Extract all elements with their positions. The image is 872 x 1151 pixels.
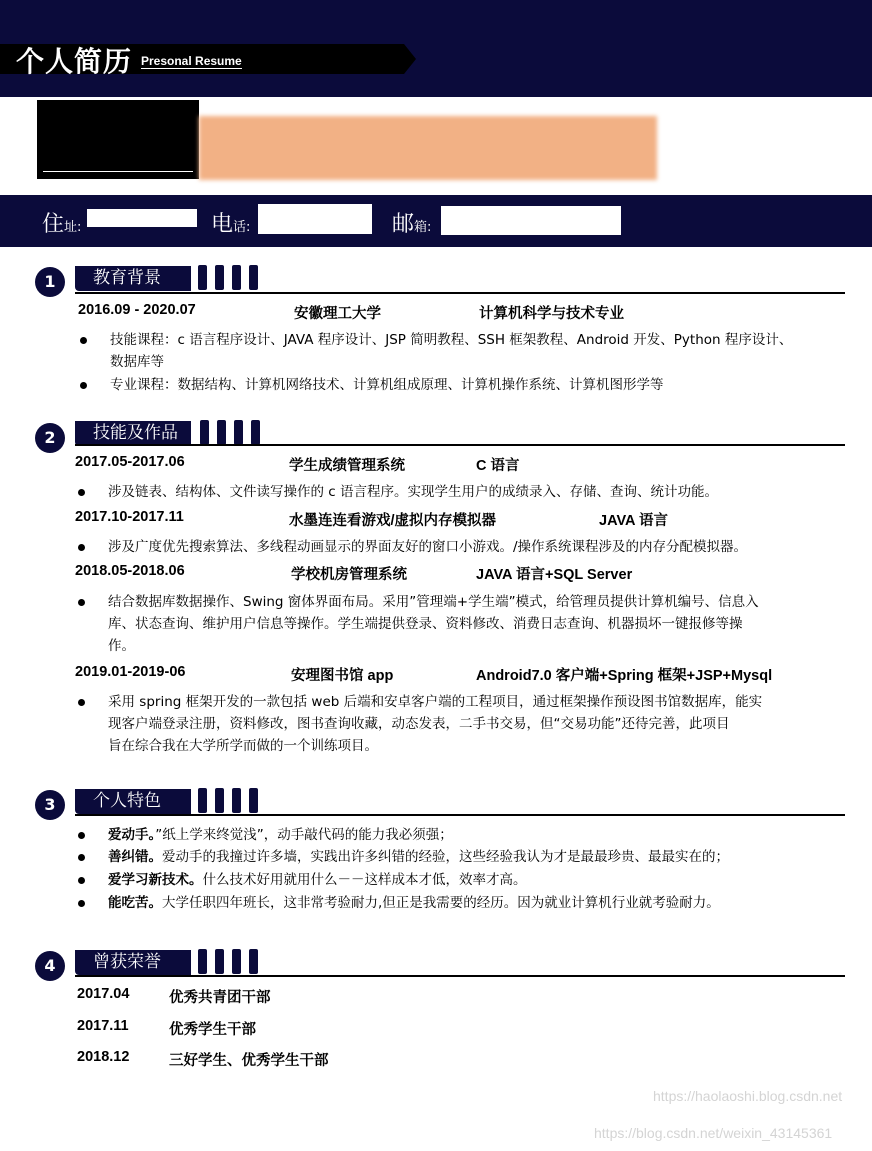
redacted-name-box <box>37 100 199 179</box>
education-bullet-line: 技能课程：c 语言程序设计、JAVA 程序设计、JSP 简明教程、SSH 框架教程、Android 开发、Python 程序设计、 <box>110 332 793 348</box>
project-date: 2017.10-2017.11 <box>75 509 184 525</box>
trait-text: 爱动手的我撞过许多墙，实践出许多纠错的经验，这些经验我认为才是最最珍贵、最最实在的； <box>162 849 729 865</box>
honor-name: 三好学生、优秀学生干部 <box>169 1053 329 1069</box>
section-rule-traits <box>75 814 845 816</box>
section-title-education: 教育背景 <box>75 266 191 291</box>
project-name: 学校机房管理系统 <box>291 567 407 583</box>
address-redacted <box>87 209 197 227</box>
education-date: 2016.09 - 2020.07 <box>78 302 196 318</box>
project-name: 水墨连连看游戏/虚拟内存模拟器 <box>289 513 497 529</box>
project-name: 学生成绩管理系统 <box>289 458 405 474</box>
section-title-traits: 个人特色 <box>75 789 191 814</box>
project-tech: C 语言 <box>476 458 520 474</box>
phone-label: 电话: <box>211 212 251 237</box>
resume-title: 个人简历 <box>16 45 133 78</box>
trait-text: 什么技术好用就用什么－－这样成本才低，效率才高。 <box>202 872 527 888</box>
honor-date: 2017.11 <box>77 1018 129 1034</box>
section-bars-honors <box>198 949 258 974</box>
section-bars-education <box>198 265 258 290</box>
project-bullet-line: 旨在综合我在大学所学而做的一个训练项目。 <box>108 738 378 754</box>
honor-date: 2018.12 <box>77 1049 130 1065</box>
project-bullet-line: 涉及广度优先搜索算法、多线程动画显示的界面友好的窗口小游戏。/操作系统课程涉及的内存分配模拟器。 <box>108 539 748 555</box>
project-tech: Android7.0 客户端+Spring 框架+JSP+Mysql <box>476 668 773 684</box>
project-tech: JAVA 语言+SQL Server <box>476 567 633 583</box>
education-bullet-line: 数据库等 <box>110 354 164 370</box>
trait-bold: 善纠错。 <box>108 849 162 865</box>
section-bars-skills <box>200 420 260 445</box>
section-number-education: 1 <box>35 267 65 297</box>
redacted-info-area <box>199 116 657 180</box>
honor-name: 优秀共青团干部 <box>169 990 271 1006</box>
section-rule-honors <box>75 975 845 977</box>
education-school: 安徽理工大学 <box>294 306 381 322</box>
phone-redacted <box>258 204 372 234</box>
project-name: 安理图书馆 app <box>291 668 394 684</box>
trait-bold: 能吃苦。 <box>108 895 162 911</box>
section-title-honors: 曾获荣誉 <box>75 950 191 975</box>
address-label: 住址: <box>42 212 82 237</box>
trait-text: ”纸上学来终觉浅”，动手敲代码的能力我必须强； <box>155 827 453 843</box>
watermark-2: https://blog.csdn.net/weixin_43145361 <box>594 1125 833 1141</box>
section-number-traits: 3 <box>35 790 65 820</box>
project-date: 2018.05-2018.06 <box>75 563 185 579</box>
honor-date: 2017.04 <box>77 986 130 1002</box>
trait-bold: 爱学习新技术。 <box>108 872 203 888</box>
honor-name: 优秀学生干部 <box>169 1022 256 1038</box>
project-bullet-line: 结合数据库数据操作、Swing 窗体界面布局。采用”管理端+学生端”模式，给管理员提供计算机编号、信息入 <box>108 594 759 610</box>
project-date: 2017.05-2017.06 <box>75 454 185 470</box>
trait-bold: 爱动手。 <box>108 827 156 843</box>
email-label: 邮箱: <box>392 212 432 237</box>
section-rule-skills <box>75 444 845 446</box>
section-number-skills: 2 <box>35 423 65 453</box>
section-bars-traits <box>198 788 258 813</box>
trait-text: 大学任职四年班长，这非常考验耐力,但正是我需要的经历。因为就业计算机行业就考验耐力。 <box>162 895 720 911</box>
project-bullet-line: 库、状态查询、维护用户信息等操作。学生端提供登录、资料修改、消费日志查询、机器损坏一键报修等操 <box>108 616 743 632</box>
resume-subtitle: Presonal Resume <box>141 54 242 68</box>
education-bullet-line: 专业课程：数据结构、计算机网络技术、计算机组成原理、计算机操作系统、计算机图形学等 <box>110 377 664 393</box>
section-title-skills: 技能及作品 <box>75 421 191 446</box>
education-major: 计算机科学与技术专业 <box>479 306 624 322</box>
project-bullet-line: 作。 <box>108 638 135 654</box>
project-bullet-line: 采用 spring 框架开发的一款包括 web 后端和安卓客户端的工程项目，通过框架操作预设图书馆数据库，能实 <box>108 694 763 710</box>
project-bullet-line: 涉及链表、结构体、文件读写操作的 c 语言程序。实现学生用户的成绩录入、存储、查询、统计功能。 <box>108 484 719 500</box>
section-rule-education <box>75 292 845 294</box>
project-date: 2019.01-2019-06 <box>75 664 186 680</box>
name-underline <box>43 171 193 172</box>
watermark-1: https://haolaoshi.blog.csdn.net <box>653 1088 843 1104</box>
project-bullet-line: 现客户端登录注册，资料修改，图书查询收藏，动态发表，二手书交易，但“交易功能”还待完善，此项目 <box>108 716 730 732</box>
section-number-honors: 4 <box>35 951 65 981</box>
contact-bar <box>0 195 872 247</box>
email-redacted <box>441 206 621 235</box>
project-tech: JAVA 语言 <box>599 513 669 529</box>
